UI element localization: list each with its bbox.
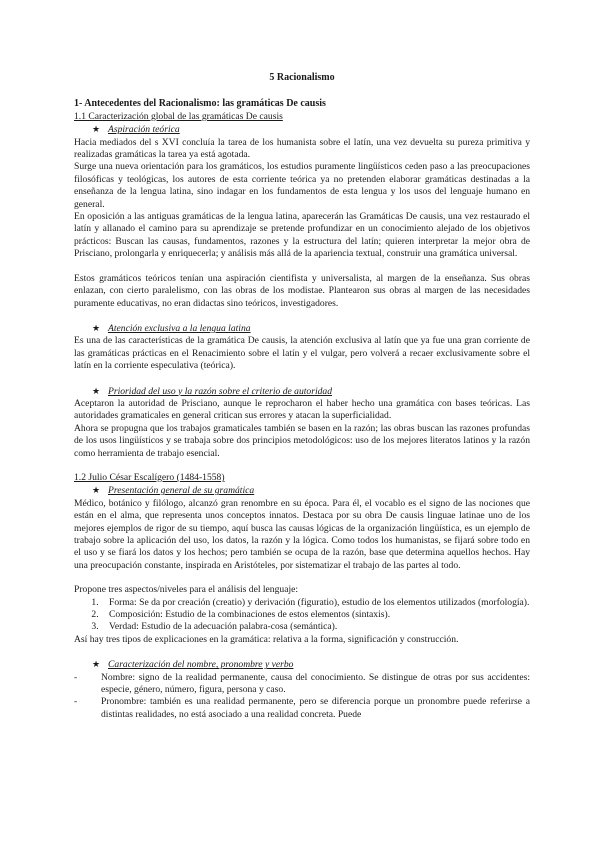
paragraph: Hacia mediados del s XVI concluía la tarea de los humanista sobre el latín, una vez devuelta su pureza primitiva y realizadas gramáticas la tarea ya está agotada.: [74, 136, 530, 161]
list-item-text: Nombre: signo de la realidad permanente, causa del conocimiento. Se distingue de otras por sus accidentes: especie, género, número, figura, persona y caso.: [101, 671, 530, 696]
bullet-label: Caracterización del nombre, pronombre y verbo: [108, 659, 294, 671]
list-item: 2. Composición: Estudio de la combinaciones de estos elementos (sintaxis).: [101, 609, 530, 621]
bullet-heading: [92, 322, 530, 335]
paragraph: Así hay tres tipos de explicaciones en la gramática: relativa a la forma, significación y construcción.: [74, 633, 459, 645]
star-icon: ★: [92, 485, 101, 496]
section-heading: 1- Antecedentes del Racionalismo: las gramáticas De causis: [74, 98, 326, 110]
bullet-heading: [92, 658, 530, 671]
list-item: 3. Verdad: Estudio de la adecuación palabra-cosa (semántica).: [101, 621, 530, 633]
paragraph: Médico, botánico y filólogo, alcanzó gran renombre en su época. Para él, el vocablo es el signo de las nociones que están en el alma, que representa unos conceptos innatos. Destaca por su obra De causis linguae latinae uno de los mejores ejemplos de rigor de su tiempo, aquí busca las causas lógicas de la organización lingüística, es un ejemplo de trabajo sobre la aplicación del uso, los datos, la razón y la lógica. Como todos los humanistas, se fijará sobre todo en el uso y se fiará los datos y los hechos; pero también se ocupa de la razón, base que determina aquellos hechos. Hay una preocupación constante, inspirada en Aristóteles, por sistematizar el trabajo de las partes al todo.: [74, 497, 530, 571]
list-item-text: Pronombre: también es una realidad permanente, pero se diferencia porque un pronombre puede referirse a distintas realidades, no está asociado a una realidad concreta. Puede: [101, 696, 530, 720]
paragraph: En oposición a las antiguas gramáticas de la lengua latina, aparecerán las Gramáticas De causis, una vez restaurado el latín y allanado el camino para su aprendizaje se pretende profundizar en un conocimiento alejado de los objetivos prácticos: Buscan las causas, fundamentos, razones y la estructura del latín; quieren interpretar la mejor obra de Prisciano, prolongarla y enriquecerla; y análisis más allá de la apariencia textual, construir una gramática universal.: [74, 211, 530, 260]
bullet-label: Presentación general de su gramática: [108, 485, 255, 497]
paragraph: Aceptaron la autoridad de Prisciano, aunque le reprocharon el haber hecho una gramática con bases teóricas. Las autoridades gramaticales en general critican sus errores y atacan la superficialidad.: [74, 397, 530, 422]
paragraph: Surge una nueva orientación para los gramáticos, los estudios puramente lingüísticos ceden paso a las preocupaciones filosóficas y teológicas, los autores de esta corriente teórica ya no pretenden elaborar gramáticas destinadas a la enseñanza de la lengua latina, sino indagar en los fundamentos de esta lengua y los usos del lenguaje humano en general.: [74, 161, 530, 210]
star-icon: ★: [92, 659, 101, 670]
page-title: 5 Racionalismo: [269, 72, 335, 83]
levels-list: [74, 597, 530, 634]
paragraph: Es una de las características de la gramática De causis, la atención exclusiva al latín que ya fue una gran corriente de las gramáticas prácticas en el Renacimiento sobre el latín y el vulgar, pero volverá a recaer exclusivamente sobre el latín en la corriente especulativa (teórica).: [74, 335, 530, 372]
bullet-label: Prioridad del uso y la razón sobre el criterio de autoridad: [108, 385, 333, 397]
paragraph: Ahora se propugna que los trabajos gramaticales también se basen en la razón; las obras buscan las razones profundas de los usos lingüísticos y se trabaja sobre dos principios metodológicos: uso de los mejores literatos latinos y la razón como herramienta de trabajo esencial.: [74, 422, 530, 459]
subsection-heading: 1.2 Julio César Escalígero (1484-1558): [74, 471, 225, 483]
star-icon: ★: [92, 124, 101, 135]
list-item: - Nombre: signo de la realidad permanente, causa del conocimiento. Se distingue de otras por sus accidentes: especie, género, número, figura, persona y caso.: [74, 671, 530, 696]
paragraph: Propone tres aspectos/niveles para el análisis del lenguaje:: [74, 584, 299, 596]
list-item: - Pronombre: también es una realidad permanente, pero se diferencia porque un pronombre puede referirse a distintas realidades, no está asociado a una realidad concreta. Puede: [74, 696, 530, 720]
list-item: 1. Forma: Se da por creación (creatio) y derivación (figuratio), estudio de los elementos utilizados (morfología).: [101, 597, 530, 609]
bullet-label: Atención exclusiva a la lengua latina: [108, 322, 251, 334]
document-page: [74, 72, 530, 721]
bullet-heading: [92, 385, 530, 398]
definitions-list: [74, 672, 530, 722]
star-icon: ★: [92, 385, 101, 396]
bullet-heading: [92, 123, 530, 136]
paragraph: Estos gramáticos teóricos tenían una aspiración cientifista y universalista, al margen de la enseñanza. Sus obras enlazan, con cierto paralelismo, con las obras de los modistae. Plantearon sus obras al margen de las necesidades puramente educativas, no eran didactas sino teóricos, investigadores.: [74, 272, 530, 309]
star-icon: ★: [92, 322, 101, 333]
subsection-heading: 1.1 Caracterización global de las gramáticas De causis: [74, 110, 283, 122]
bullet-label: Aspiración teórica: [108, 124, 180, 136]
bullet-heading: [92, 484, 530, 497]
